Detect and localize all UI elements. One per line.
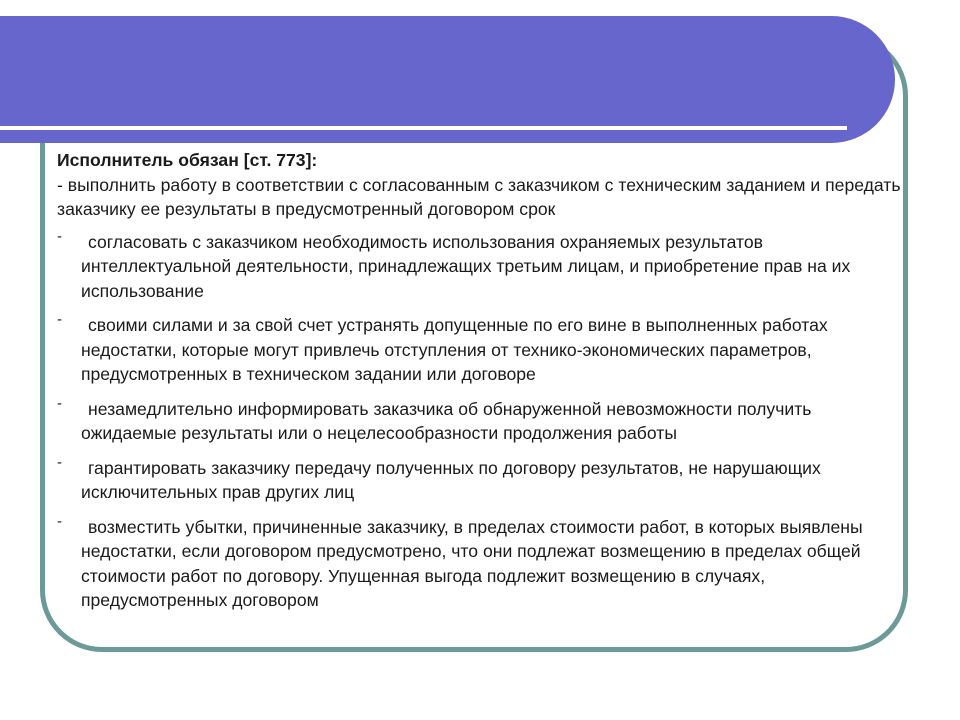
bullet-marker: -	[57, 311, 62, 328]
banner-divider	[0, 126, 847, 130]
list-item	[57, 512, 907, 613]
bullet-marker: -	[57, 394, 62, 412]
list-item	[57, 227, 907, 304]
slide-body	[57, 148, 907, 623]
list-item-text: возместить убытки, причиненные заказчику, в пределах стоимости работ, в которых выявлены недостатки, если договором предусмотрено, что они подлежат возмещению в пределах общей стоимости работ по договору. Упущенная выгода подлежит возмещению в случаях, предусмотренных договором	[81, 516, 863, 610]
list-item-text: согласовать с заказчиком необходимость использования охраняемых результатов интеллектуальной деятельности, принадлежащих третьим лицам, и приобретение прав на их использование	[81, 231, 851, 301]
list-item	[57, 394, 907, 446]
list-item-text: своими силами и за свой счет устранять допущенные по его вине в выполненных работах недостатки, которые могут привлечь отступления от технико-экономических параметров, предусмотренных в техническом задании или договоре	[81, 315, 828, 384]
bullet-marker: -	[57, 512, 62, 530]
slide-heading: Исполнитель обязан [ст. 773]:	[57, 150, 318, 170]
bullet-marker: -	[57, 453, 62, 471]
title-banner	[0, 16, 895, 143]
list-item	[57, 313, 907, 387]
bullet-marker: -	[57, 227, 62, 245]
list-item	[57, 453, 907, 505]
list-item-text: гарантировать заказчику передачу полученных по договору результатов, не нарушающих исключительных прав других лиц	[81, 457, 821, 502]
lead-paragraph: - выполнить работу в соответствии с согласованным с заказчиком с техническим заданием и передать заказчику ее результаты в предусмотренный договором срок	[57, 174, 901, 219]
list-item-text: незамедлительно информировать заказчика об обнаруженной невозможности получить ожидаемые результаты или о нецелесообразности продолжения работы	[81, 398, 812, 443]
